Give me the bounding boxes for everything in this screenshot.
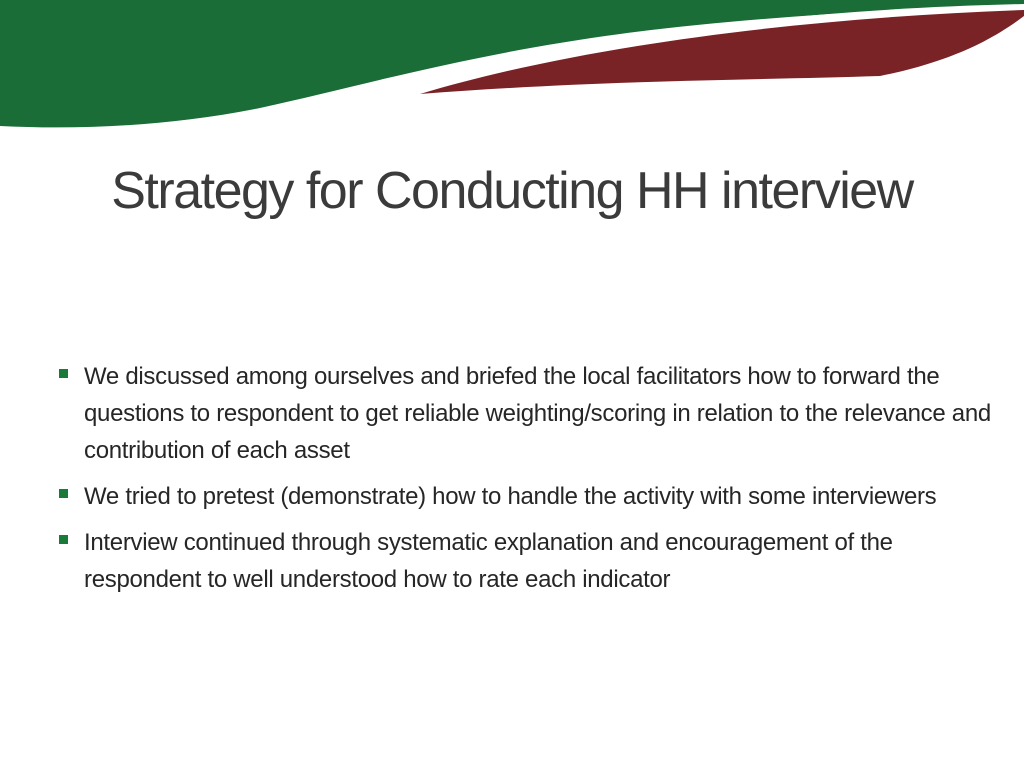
bullet-item: [58, 524, 998, 598]
bullet-text: We discussed among ourselves and briefed the local facilitators how to forward the questions to respondent to get reliable weighting/scoring in relation to the relevance and contribution of each asset: [84, 363, 991, 464]
slide-title: Strategy for Conducting HH interview: [111, 162, 913, 220]
bullet-item: [58, 478, 998, 515]
square-bullet-icon: [59, 369, 68, 378]
square-bullet-icon: [59, 535, 68, 544]
bullet-list: [58, 358, 998, 607]
bullet-text: We tried to pretest (demonstrate) how to handle the activity with some interviewers: [84, 483, 937, 510]
bullet-text: Interview continued through systematic explanation and encouragement of the respondent to well understood how to rate each indicator: [84, 529, 893, 593]
square-bullet-icon: [59, 489, 68, 498]
header-wave-banner: [0, 0, 1024, 140]
bullet-item: [58, 358, 998, 469]
